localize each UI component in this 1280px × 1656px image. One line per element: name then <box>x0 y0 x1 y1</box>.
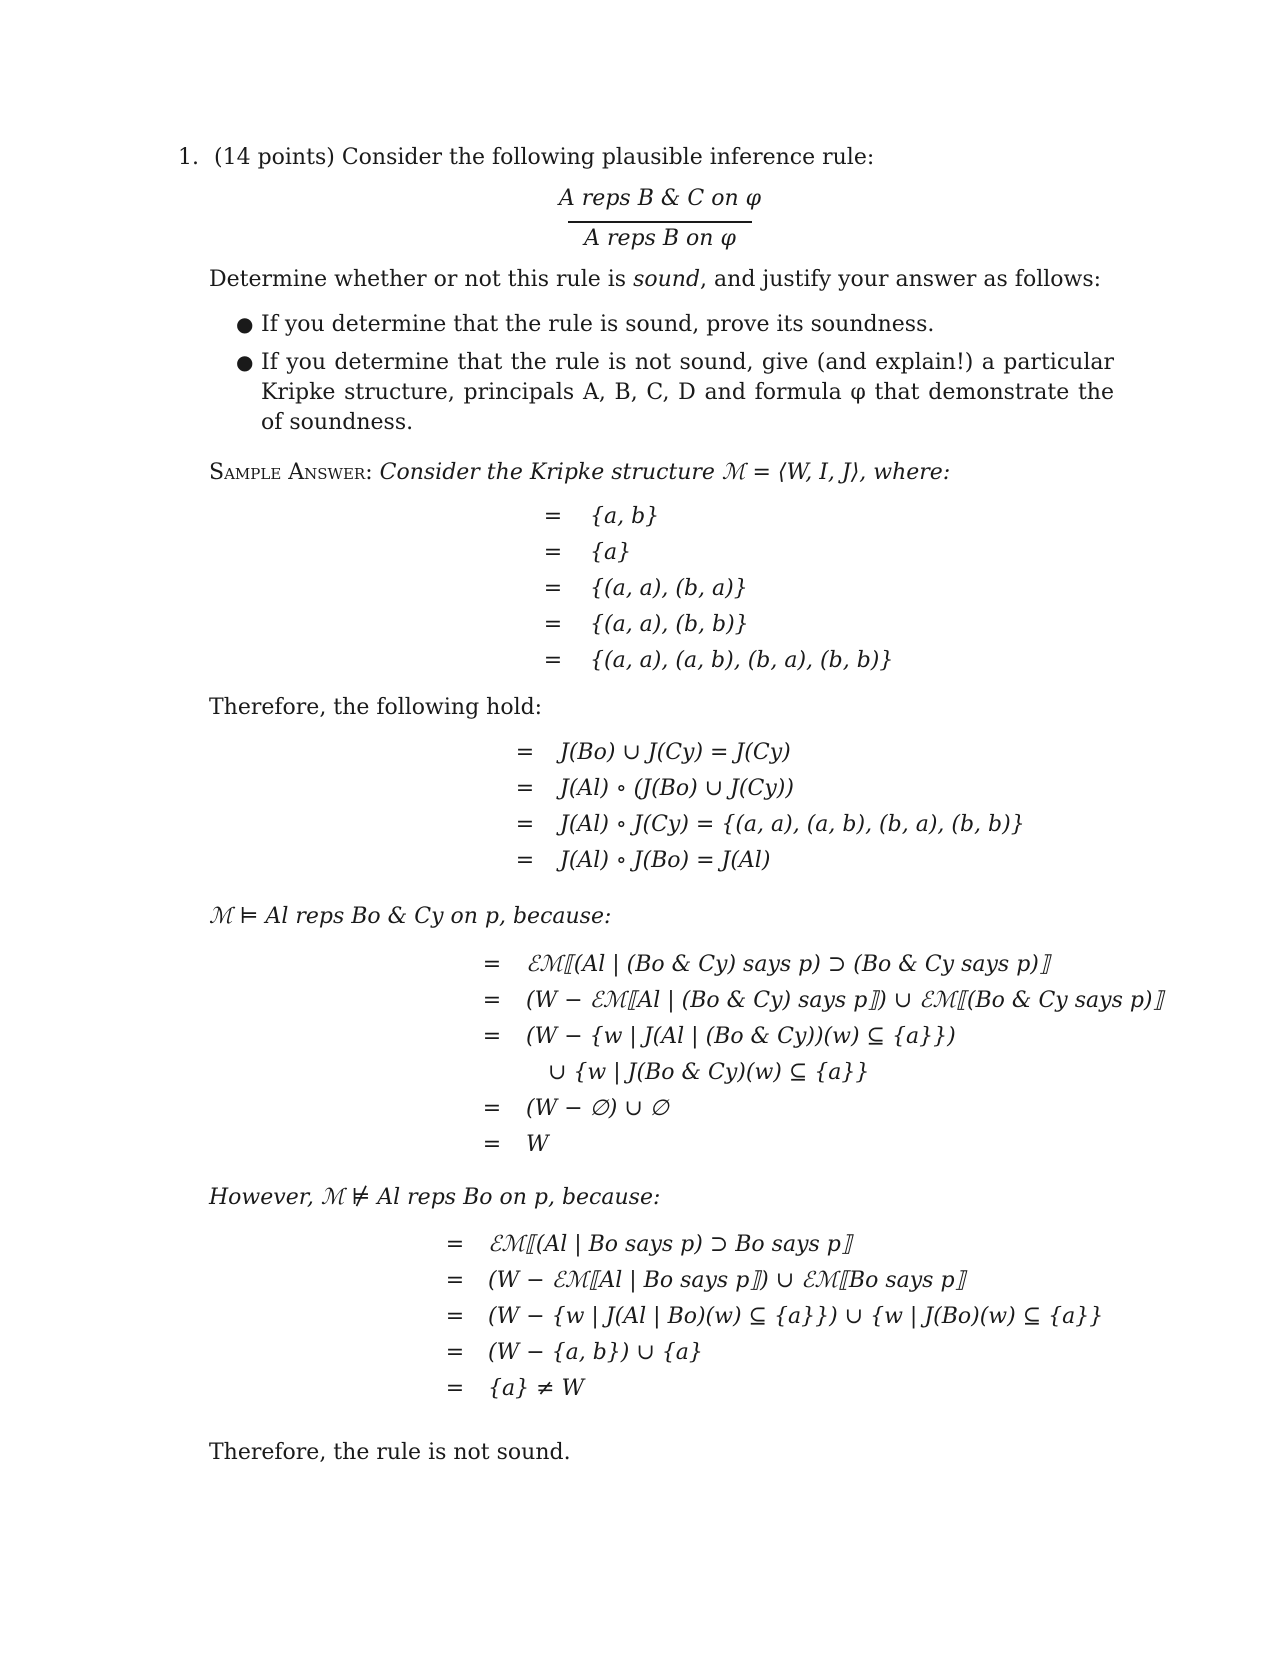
rule-conclusion: A reps B on φ <box>584 226 736 251</box>
question-number: 1. <box>178 145 199 170</box>
conclusion: Therefore, the rule is not sound. <box>209 1440 571 1465</box>
question-intro: Consider the following plausible inference rule: <box>341 145 875 170</box>
models-line: ℳ ⊨ Al reps Bo & Cy on p, because: <box>209 904 612 929</box>
bullet-sound: If you determine that the rule is sound, prove its soundness. <box>261 312 935 337</box>
bullet-icon: ● <box>236 312 254 336</box>
question-points: (14 points) <box>214 145 335 170</box>
sound-emphasis: sound <box>633 267 701 292</box>
question-header <box>178 143 874 173</box>
sample-answer-intro: Sample Answer: Consider the Kripke structure ℳ = ⟨W, I, J⟩, where: <box>209 460 951 485</box>
bullet-not-sound-line1: If you determine that the rule is not sound, give (and explain!) a particular <box>261 350 1114 375</box>
therefore-hold: Therefore, the following hold: <box>209 695 543 720</box>
bullet-not-sound-line3: of soundness. <box>261 410 414 435</box>
instruction: Determine whether or not this rule is sound, and justify your answer as follows: <box>209 267 1102 292</box>
sample-answer-label: Sample Answer: <box>209 460 373 485</box>
not-models-line: However, ℳ ⊭ Al reps Bo on p, because: <box>209 1185 661 1210</box>
bullet-not-sound-line2: Kripke structure, principals A, B, C, D and formula φ that demonstrate the <box>261 380 1114 405</box>
document-page: 1. (14 points) Consider the following plausible inference rule: A reps B & C on φ A reps B on φ Determine whether or not this rule is sound, and justify your answer as follows: ● If you determine that the rule is sound, prove its soundness. ● If you determine that the rule is not sound, give (and explain!) a particular Kripke structure, principals A, B, C, D and formula φ that demonstrate the of soundness. Sample Answer: Consider the Kripke structure ℳ = ⟨W, I, J⟩, where: = {a, b} = {a} = {(a, a), (b, a)} = {(a, a), (b, b)} = {(a, a), (a, b), (b, a), (b, b)} Therefore, the following hold: = J(Bo) ∪ J(Cy) = J(Cy) = J(Al) ∘ (J(Bo) ∪ J(Cy)) = J(Al) ∘ J(Cy) = {(a, a), (a, b), (b, a), (b, b)} = J(Al) ∘ J(Bo) = J(Al) ℳ ⊨ Al reps Bo & Cy on p, because: = ℰℳ⟦(Al | (Bo & Cy) says p) ⊃ (Bo & Cy says p)⟧ = (W − ℰℳ⟦Al | (Bo & Cy) says p⟧) ∪ ℰℳ⟦(Bo & Cy says p)⟧ = (W − {w | J(Al | (Bo & Cy))(w) ⊆ {a}}) ∪ {w | J(Bo & Cy)(w) ⊆ {a}} = (W − ∅) ∪ ∅ = W However, ℳ ⊭ Al reps Bo on p, because: = ℰℳ⟦(Al | Bo says p) ⊃ Bo says p⟧ = (W − ℰℳ⟦Al | Bo says p⟧) ∪ ℰℳ⟦Bo says p⟧ = (W − {w | J(Al | Bo)(w) ⊆ {a}}) ∪ {w | J(Bo)(w) ⊆ {a}} = (W − {a, b}) ∪ {a} = {a} ≠ W Therefore, the rule is not sound. <box>0 0 1280 1656</box>
rule-premise: A reps B & C on φ <box>558 186 762 211</box>
bullet-icon: ● <box>236 350 254 374</box>
rule-fraction-bar <box>568 221 752 223</box>
